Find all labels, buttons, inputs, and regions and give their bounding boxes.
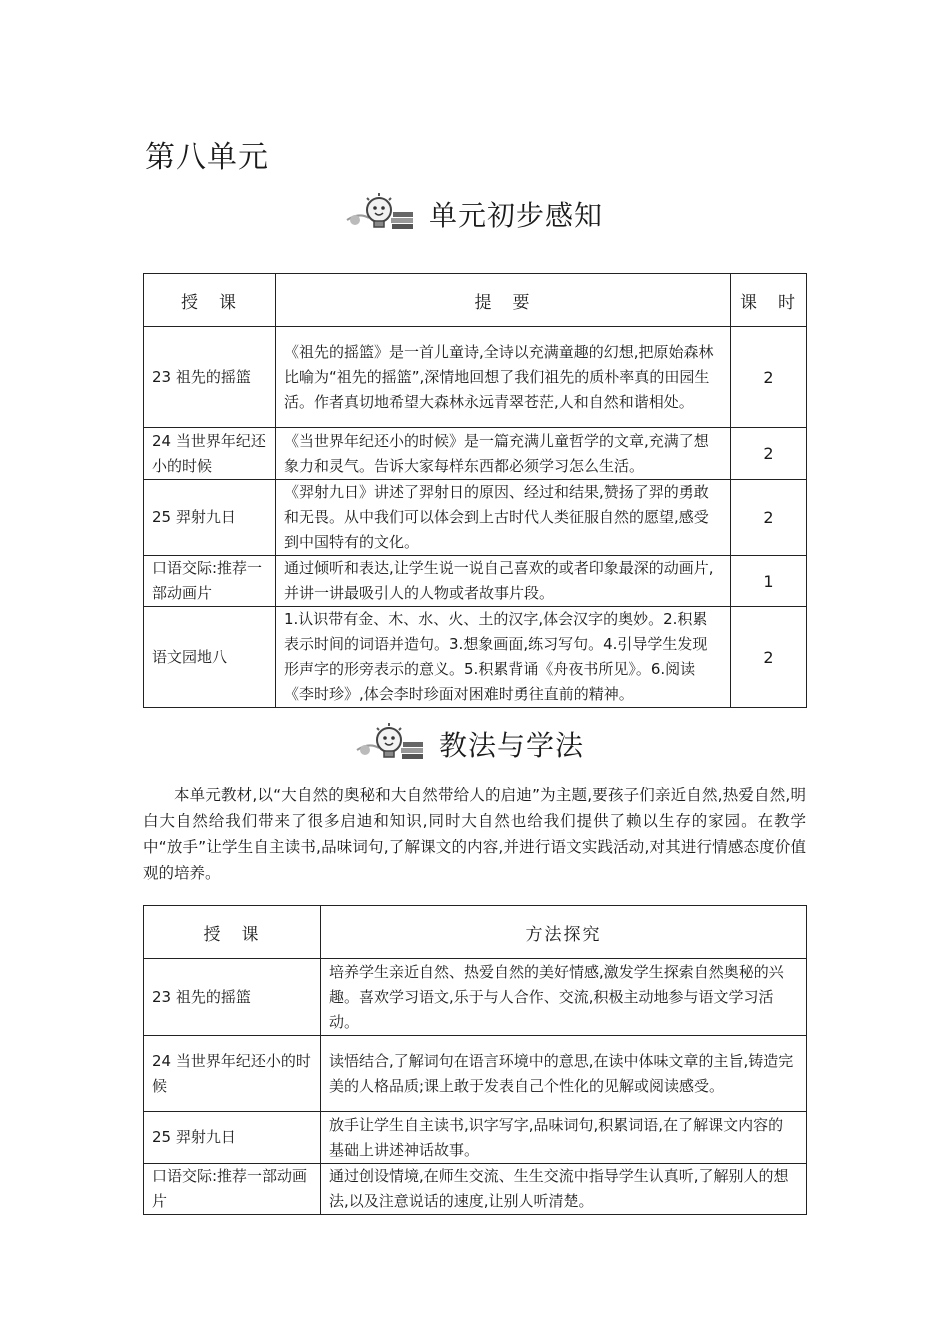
summary-cell: 《羿射九日》讲述了羿射日的原因、经过和结果,赞扬了羿的勇敢和无畏。从中我们可以体会到上古时代人类征服自然的愿望,感受到中国特有的文化。 — [276, 480, 731, 556]
header-method: 方法探究 — [321, 906, 807, 959]
table-row — [144, 959, 807, 1036]
lightbulb-books-icon — [355, 720, 425, 768]
section-title: 单元初步感知 — [429, 199, 604, 232]
hours-cell: 2 — [731, 480, 807, 556]
hours-cell: 1 — [731, 556, 807, 607]
header-summary: 提 要 — [276, 274, 731, 327]
table-header-row — [144, 906, 807, 959]
course-cell: 24 当世界年纪还小的时候 — [144, 428, 276, 480]
course-cell: 语文园地八 — [144, 607, 276, 708]
course-cell: 口语交际:推荐一部动画片 — [144, 556, 276, 607]
section-title: 教法与学法 — [439, 729, 585, 762]
course-cell: 25 羿射九日 — [144, 480, 276, 556]
hours-cell: 2 — [731, 607, 807, 708]
hours-cell: 2 — [731, 327, 807, 428]
method-cell: 通过创设情境,在师生交流、生生交流中指导学生认真听,了解别人的想法,以及注意说话的速度,让别人听清楚。 — [321, 1164, 807, 1215]
section-heading-teaching-methods — [355, 720, 584, 768]
header-course: 授 课 — [144, 906, 321, 959]
method-cell: 读悟结合,了解词句在语言环境中的意思,在读中体味文章的主旨,铸造完美的人格品质;课上敢于发表自己个性化的见解或阅读感受。 — [321, 1036, 807, 1112]
unit-overview-table — [143, 273, 807, 708]
course-cell: 25 羿射九日 — [144, 1112, 321, 1164]
teaching-methods-table — [143, 905, 807, 1215]
method-cell: 放手让学生自主读书,识字写字,品味词句,积累词语,在了解课文内容的基础上讲述神话故事。 — [321, 1112, 807, 1164]
table-row — [144, 1164, 807, 1215]
summary-cell: 通过倾听和表达,让学生说一说自己喜欢的或者印象最深的动画片,并讲一讲最吸引人的人物或者故事片段。 — [276, 556, 731, 607]
table-row — [144, 556, 807, 607]
header-course: 授 课 — [144, 274, 276, 327]
unit-title: 第八单元 — [145, 140, 269, 175]
header-hours: 课 时 — [731, 274, 807, 327]
table-header-row — [144, 274, 807, 327]
summary-cell: 《祖先的摇篮》是一首儿童诗,全诗以充满童趣的幻想,把原始森林比喻为“祖先的摇篮”,深情地回想了我们祖先的质朴率真的田园生活。作者真切地希望大森林永远青翠苍茫,人和自然和谐相处。 — [276, 327, 731, 428]
table-row — [144, 607, 807, 708]
lightbulb-books-icon — [345, 190, 415, 238]
table-row — [144, 1036, 807, 1112]
table-row — [144, 480, 807, 556]
method-cell: 培养学生亲近自然、热爱自然的美好情感,激发学生探索自然奥秘的兴趣。喜欢学习语文,乐于与人合作、交流,积极主动地参与语文学习活动。 — [321, 959, 807, 1036]
course-cell: 23 祖先的摇篮 — [144, 959, 321, 1036]
hours-cell: 2 — [731, 428, 807, 480]
table-row — [144, 327, 807, 428]
section-heading-unit-perception — [345, 190, 603, 238]
table-row — [144, 428, 807, 480]
course-cell: 口语交际:推荐一部动画片 — [144, 1164, 321, 1215]
table-row — [144, 1112, 807, 1164]
summary-cell: 《当世界年纪还小的时候》是一篇充满儿童哲学的文章,充满了想象力和灵气。告诉大家每样东西都必须学习怎么生活。 — [276, 428, 731, 480]
intro-paragraph: 本单元教材,以“大自然的奥秘和大自然带给人的启迪”为主题,要孩子们亲近自然,热爱自然,明白大自然给我们带来了很多启迪和知识,同时大自然也给我们提供了赖以生存的家园。在教学中“放手”让学生自主读书,品味词句,了解课文的内容,并进行语文实践活动,对其进行情感态度价值观的培养。 — [143, 786, 806, 882]
course-cell: 24 当世界年纪还小的时候 — [144, 1036, 321, 1112]
course-cell: 23 祖先的摇篮 — [144, 327, 276, 428]
summary-cell: 1.认识带有金、木、水、火、土的汉字,体会汉字的奥妙。2.积累表示时间的词语并造句。3.想象画面,练习写句。4.引导学生发现形声字的形旁表示的意义。5.积累背诵《舟夜书所见》。6.阅读《李时珍》,体会李时珍面对困难时勇往直前的精神。 — [276, 607, 731, 708]
